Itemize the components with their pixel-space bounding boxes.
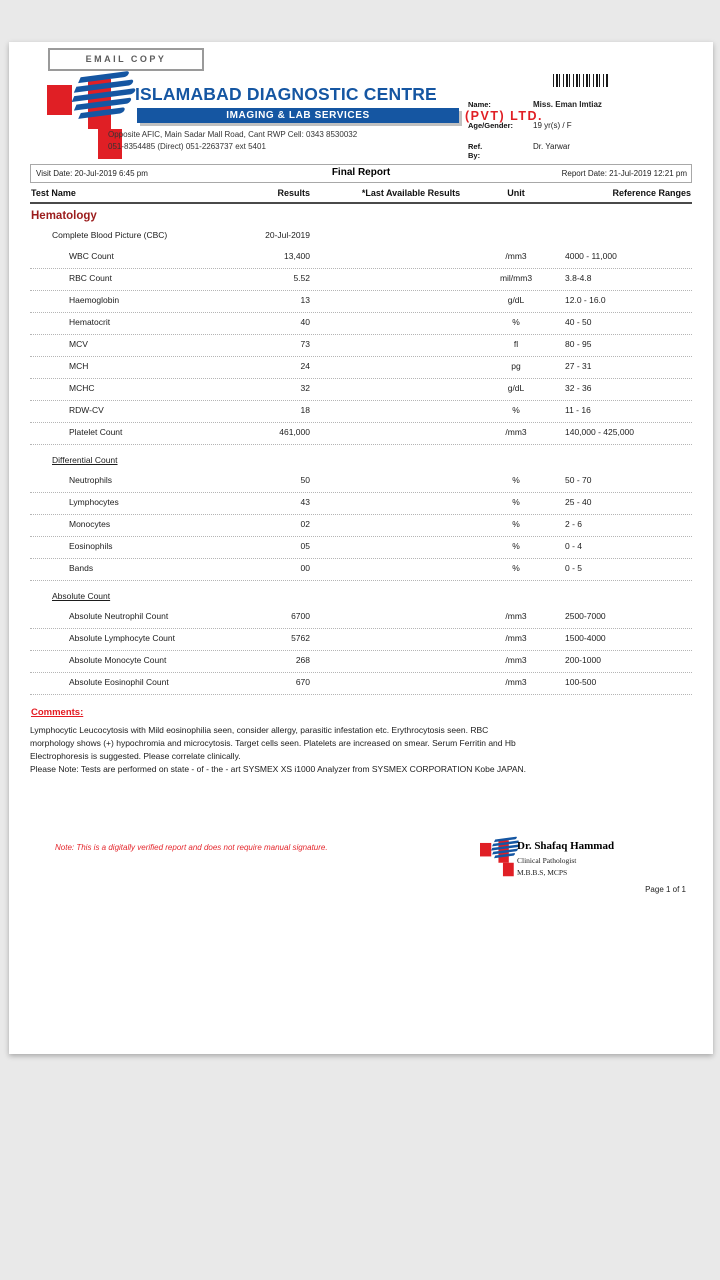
brand-suffix: (PVT) LTD. xyxy=(465,109,543,123)
logo-red-square-bottom xyxy=(503,863,514,877)
table-row xyxy=(30,651,692,673)
patient-name-value: Miss. Eman Imtiaz xyxy=(533,100,602,109)
comments-paragraph-2: Please Note: Tests are performed on state - of - the - art SYSMEX XS i1000 Analyzer from SYSMEX CORPORATION Kobe JAPAN. xyxy=(30,764,527,774)
reference-range: 2500-7000 xyxy=(565,611,606,621)
reference-range: 12.0 - 16.0 xyxy=(565,295,606,305)
table-row xyxy=(30,247,692,269)
reference-range: 32 - 36 xyxy=(565,383,592,393)
unit-value: mil/mm3 xyxy=(499,273,533,283)
signature-logo xyxy=(480,838,516,878)
result-value: 13 xyxy=(300,295,310,305)
test-name: Complete Blood Picture (CBC) xyxy=(52,230,168,240)
reference-range: 2 - 6 xyxy=(565,519,583,529)
table-row xyxy=(30,423,692,445)
patient-age-label: Age/Gender: xyxy=(468,121,514,130)
table-row xyxy=(30,629,692,651)
address-line-1: Opposite AFIC, Main Sadar Mall Road, Cant RWP Cell: 0343 8530032 xyxy=(108,130,358,139)
test-name: Neutrophils xyxy=(69,475,112,485)
test-name: Platelet Count xyxy=(69,427,123,437)
result-value: 00 xyxy=(300,563,310,573)
unit-value: % xyxy=(512,519,520,529)
result-value: 02 xyxy=(300,519,310,529)
unit-value: /mm3 xyxy=(505,611,527,621)
centre-name: ISLAMABAD DIAGNOSTIC CENTRE xyxy=(135,84,437,104)
comments-paragraph-1: Lymphocytic Leucocytosis with Mild eosinophilia seen, consider allergy, parasitic infestation etc. Erythrocytosis seen. RBC morphology shows (+) hypochromia and microcytosis. Target cells seen. Platelets are increased on smear. Serum Ferritin and Hb Electrophoresis is suggested. Please correlate clinically. xyxy=(30,725,516,761)
address-line-2: 051-8354485 (Direct) 051-2263737 ext 5401 xyxy=(108,142,266,151)
group-row xyxy=(30,227,692,247)
test-name: Hematocrit xyxy=(69,317,111,327)
reference-range: 11 - 16 xyxy=(565,405,591,415)
brand-block xyxy=(135,84,555,124)
report-page xyxy=(9,42,713,1054)
table-row xyxy=(30,607,692,629)
unit-value: % xyxy=(512,475,520,485)
test-name: Monocytes xyxy=(69,519,111,529)
table-row xyxy=(30,537,692,559)
result-value: 20-Jul-2019 xyxy=(265,230,310,240)
table-row xyxy=(30,673,692,695)
table-row xyxy=(30,471,692,493)
unit-value: /mm3 xyxy=(505,427,527,437)
doctor-name: Dr. Shafaq Hammad xyxy=(517,840,615,852)
unit-value: /mm3 xyxy=(505,633,527,643)
unit-value: % xyxy=(512,497,520,507)
result-value: 13,400 xyxy=(284,251,310,261)
digital-signature-note: Note: This is a digitally verified report and does not require manual signature. xyxy=(55,843,328,852)
unit-value: % xyxy=(512,405,520,415)
unit-value: % xyxy=(512,317,520,327)
result-value: 5762 xyxy=(291,633,310,643)
reference-range: 25 - 40 xyxy=(565,497,592,507)
reference-range: 0 - 5 xyxy=(565,563,583,573)
unit-value: /mm3 xyxy=(505,655,527,665)
reference-range: 140,000 - 425,000 xyxy=(565,427,635,437)
result-value: 73 xyxy=(300,339,310,349)
reference-range: 1500-4000 xyxy=(565,633,606,643)
result-value: 670 xyxy=(295,677,310,687)
table-row xyxy=(30,559,692,581)
test-name: MCV xyxy=(69,339,88,349)
report-header xyxy=(30,74,692,164)
test-name: Absolute Lymphocyte Count xyxy=(69,633,175,643)
table-row xyxy=(30,401,692,423)
test-name: Absolute Neutrophil Count xyxy=(69,611,169,621)
test-name: Differential Count xyxy=(52,455,118,465)
unit-value: g/dL xyxy=(507,383,525,393)
table-header xyxy=(30,185,692,204)
logo-red-square-left xyxy=(480,843,491,857)
result-value: 05 xyxy=(300,541,310,551)
report-date: Report Date: 21-Jul-2019 12:21 pm xyxy=(561,169,687,178)
patient-name-label: Name: xyxy=(468,100,491,109)
reference-range: 100-500 xyxy=(565,677,597,687)
result-value: 40 xyxy=(300,317,310,327)
barcode xyxy=(553,74,609,87)
visit-date: Visit Date: 20-Jul-2019 6:45 pm xyxy=(36,169,148,178)
result-value: 5.52 xyxy=(293,273,310,283)
reference-range: 50 - 70 xyxy=(565,475,592,485)
result-value: 32 xyxy=(300,383,310,393)
pathologist-signature xyxy=(517,840,614,877)
report-type: Final Report xyxy=(331,167,391,178)
unit-value: % xyxy=(512,541,520,551)
result-value: 268 xyxy=(295,655,310,665)
unit-value: % xyxy=(512,563,520,573)
reference-range: 3.8-4.8 xyxy=(565,273,592,283)
unit-value: g/dL xyxy=(507,295,525,305)
logo-red-square-left xyxy=(47,85,72,115)
col-results: Results xyxy=(277,188,310,198)
table-row xyxy=(30,493,692,515)
reference-range: 200-1000 xyxy=(565,655,601,665)
page-number: Page 1 of 1 xyxy=(645,885,686,894)
test-name: MCH xyxy=(69,361,89,371)
email-copy-stamp: EMAIL COPY xyxy=(48,48,204,71)
result-value: 50 xyxy=(300,475,310,485)
result-value: 43 xyxy=(300,497,310,507)
doctor-qualification: M.B.B.S, MCPS xyxy=(517,868,568,877)
result-value: 6700 xyxy=(291,611,310,621)
reference-range: 27 - 31 xyxy=(565,361,592,371)
patient-ref-value: Dr. Yarwar xyxy=(533,142,571,151)
table-row xyxy=(30,313,692,335)
patient-ref-label: Ref. By: xyxy=(468,142,483,160)
comments-section xyxy=(30,707,692,776)
patient-age-value: 19 yr(s) / F xyxy=(533,121,572,130)
reference-range: 0 - 4 xyxy=(565,541,583,551)
comments-body xyxy=(30,724,535,776)
test-name: Lymphocytes xyxy=(69,497,119,507)
reference-range: 4000 - 11,000 xyxy=(565,251,617,261)
test-name: Absolute Count xyxy=(52,591,111,601)
results-rows xyxy=(30,227,692,695)
test-name: Bands xyxy=(69,563,94,573)
unit-value: /mm3 xyxy=(505,251,527,261)
reference-range: 80 - 95 xyxy=(565,339,592,349)
result-value: 461,000 xyxy=(279,427,310,437)
table-row xyxy=(30,291,692,313)
col-reference-ranges: Reference Ranges xyxy=(612,188,691,198)
test-name: WBC Count xyxy=(69,251,114,261)
test-name: Eosinophils xyxy=(69,541,113,551)
test-name: Absolute Eosinophil Count xyxy=(69,677,169,687)
brand-tagline: IMAGING & LAB SERVICES xyxy=(137,108,459,123)
test-name: Absolute Monocyte Count xyxy=(69,655,167,665)
visit-report-bar xyxy=(30,164,692,183)
unit-value: fl xyxy=(513,339,519,349)
table-row xyxy=(30,357,692,379)
col-unit: Unit xyxy=(507,188,525,198)
test-name: RBC Count xyxy=(69,273,112,283)
test-name: MCHC xyxy=(69,383,95,393)
col-last-available: *Last Available Results xyxy=(361,188,461,198)
centre-address xyxy=(108,129,357,153)
test-name: Haemoglobin xyxy=(69,295,120,305)
comments-heading: Comments: xyxy=(31,707,84,718)
test-name: RDW-CV xyxy=(69,405,104,415)
unit-value: /mm3 xyxy=(505,677,527,687)
doctor-title: Clinical Pathologist xyxy=(517,856,577,865)
subsection-row xyxy=(30,445,692,471)
col-test-name: Test Name xyxy=(31,188,76,198)
unit-value: pg xyxy=(511,361,521,371)
result-value: 24 xyxy=(300,361,310,371)
table-row xyxy=(30,335,692,357)
reference-range: 40 - 50 xyxy=(565,317,592,327)
table-row xyxy=(30,269,692,291)
table-row xyxy=(30,379,692,401)
result-value: 18 xyxy=(300,405,310,415)
table-row xyxy=(30,515,692,537)
department-title: Hematology xyxy=(31,210,97,222)
subsection-row xyxy=(30,581,692,607)
